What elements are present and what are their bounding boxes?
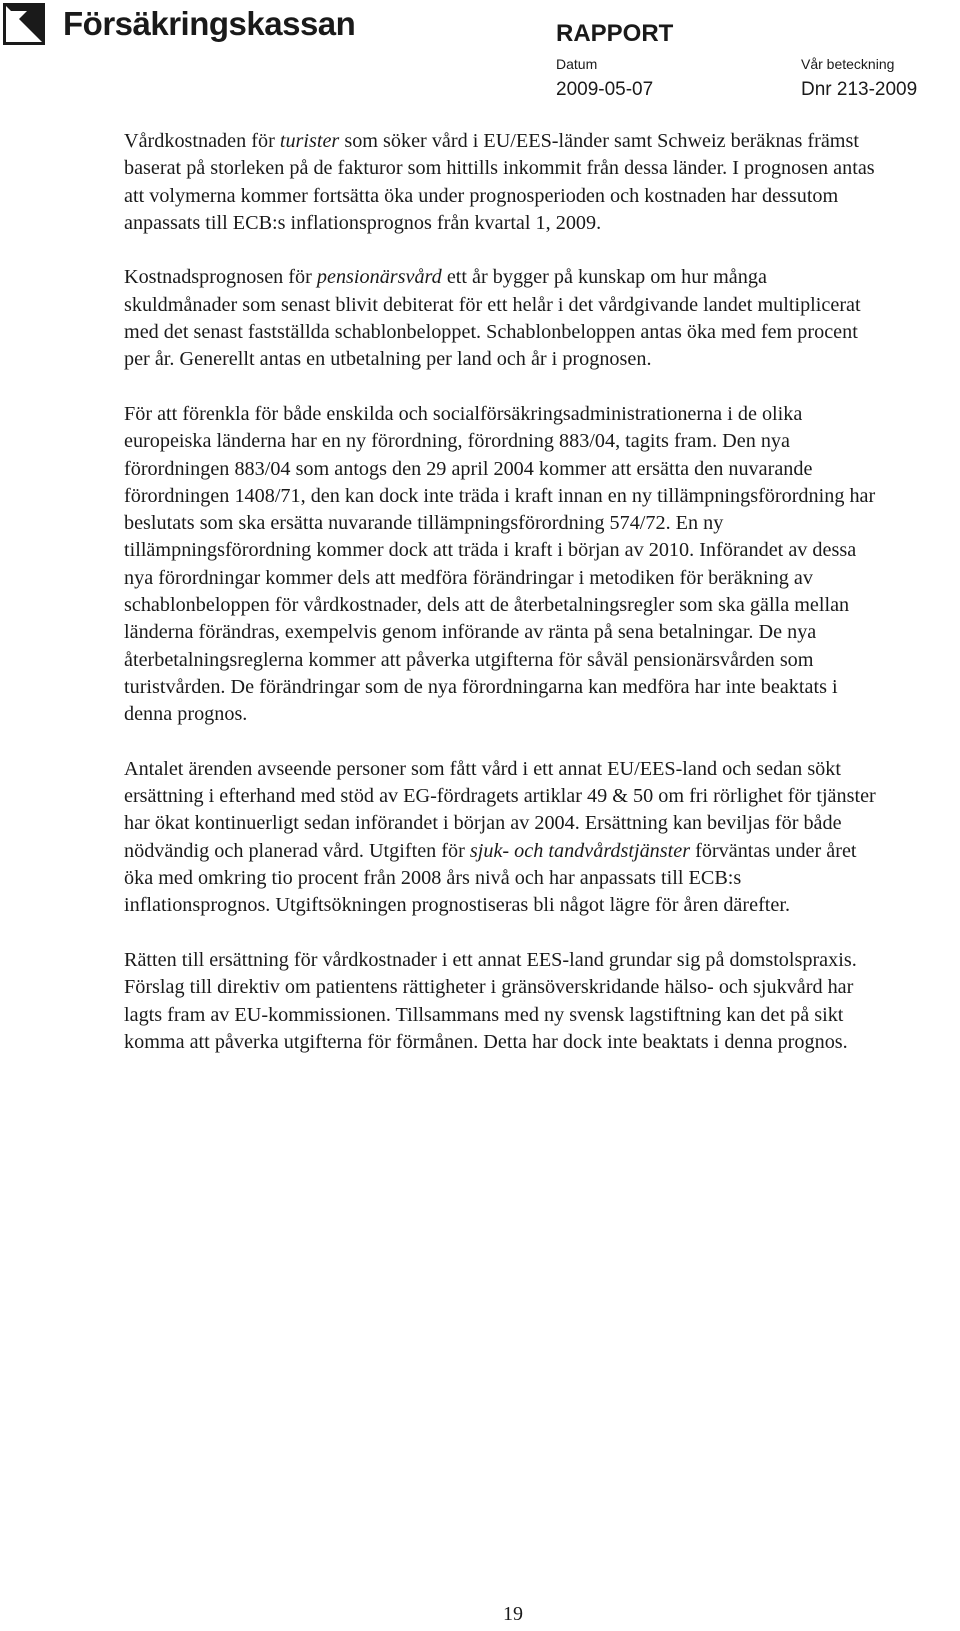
paragraph-cross-border-care: Antalet ärenden avseende personer som fått vård i ett annat EU/EES-land och sedan sökt ersättning i efterhand med stöd av EG-fördragets artiklar 49 & 50 om fri rörlighet för tjänster har ökat kontinuerligt sedan införandet i början av 2004. Ersättning kan beviljas för både nödvändig och planerad vård. Utgiften för sjuk- och tandvårdstjänster förväntas under året öka med omkring tio procent från 2008 års nivå och har anpassats till ECB:s inflationsprognos. Utgiftsökningen prognostiseras bli något lägre för åren därefter.: [124, 757, 876, 917]
page-header: [0, 0, 960, 110]
reference-value: Dnr 213-2009: [801, 79, 918, 100]
reference-label: Vår beteckning: [801, 56, 895, 72]
document-type: RAPPORT: [556, 20, 674, 47]
term-pensioner-care: pensionärsvård: [316, 266, 442, 289]
date-value: 2009-05-07: [556, 79, 654, 100]
date-label: Datum: [556, 56, 598, 72]
paragraph-regulation: För att förenkla för både enskilda och socialförsäkringsadministrationerna i de olika europeiska länderna har en ny förordning, förordning 883/04, tagits fram. Den nya förordningen 883/04 som antogs den 29 april 2004 kommer att ersätta den nuvarande förordningen 1408/71, den kan dock inte träda i kraft innan en ny tillämpningsförordning har beslutats som ska ersätta nuvarande tillämpningsförordning 574/72. En ny tillämpningsförordning kommer dock att träda i kraft i början av 2010. Införandet av dessa nya förordningar kommer dels att medföra förändringar i metodiken för beräkning av schablonbeloppen för vårdkostnader, dels att de återbetalningsregler som ska gälla mellan länderna förändras, exempelvis genom införande av ränta på sena betalningar. De nya återbetalningsreglerna kommer att påverka utgifterna för såväl pensionärsvården som turistvården. De förändringar som de nya förordningarna kan medföra har inte beaktats i denna prognos.: [124, 402, 876, 726]
term-sick-dental-care: sjuk- och tandvårdstjänster: [469, 839, 691, 862]
forsakringskassan-logo-icon: [3, 3, 45, 45]
paragraph-case-law: Rätten till ersättning för vårdkostnader i ett annat EES-land grundar sig på domstolspraxis. Förslag till direktiv om patientens rättigheter i gränsöverskridande hälso- och sjukvård har lagts fram av EU-kommissionen. Tillsammans med ny svensk lagstiftning kan det på sikt komma att påverka utgifterna för förmånen. Detta har dock inte beaktats i denna prognos.: [124, 948, 857, 1053]
term-tourists: turister: [279, 130, 340, 152]
paragraph-pensioner-care: Kostnadsprognosen för pensionärsvård ett år bygger på kunskap om hur många skuldmånader som senast blivit debiterat för ett helår i det vårdgivande landet multiplicerat med det senast fastställda schablonbeloppet. Schablonbeloppen antas öka med fem procent per år. Generellt antas en utbetalning per land och år i prognosen.: [124, 266, 861, 371]
report-body: [124, 128, 884, 1083]
logo: [3, 2, 355, 46]
page-number: 19: [503, 1603, 523, 1625]
paragraph-tourists: Vårdkostnaden för turister som söker vård i EU/EES-länder samt Schweiz beräknas främst baserat på storleken på de fakturor som hittills inkommit från dessa länder. I prognosen antas att volymerna kommer fortsätta öka under prognosperioden och kostnaden har dessutom anpassats till ECB:s inflationsprognos från kvartal 1, 2009.: [124, 130, 875, 234]
logo-text: Försäkringskassan: [63, 5, 356, 42]
